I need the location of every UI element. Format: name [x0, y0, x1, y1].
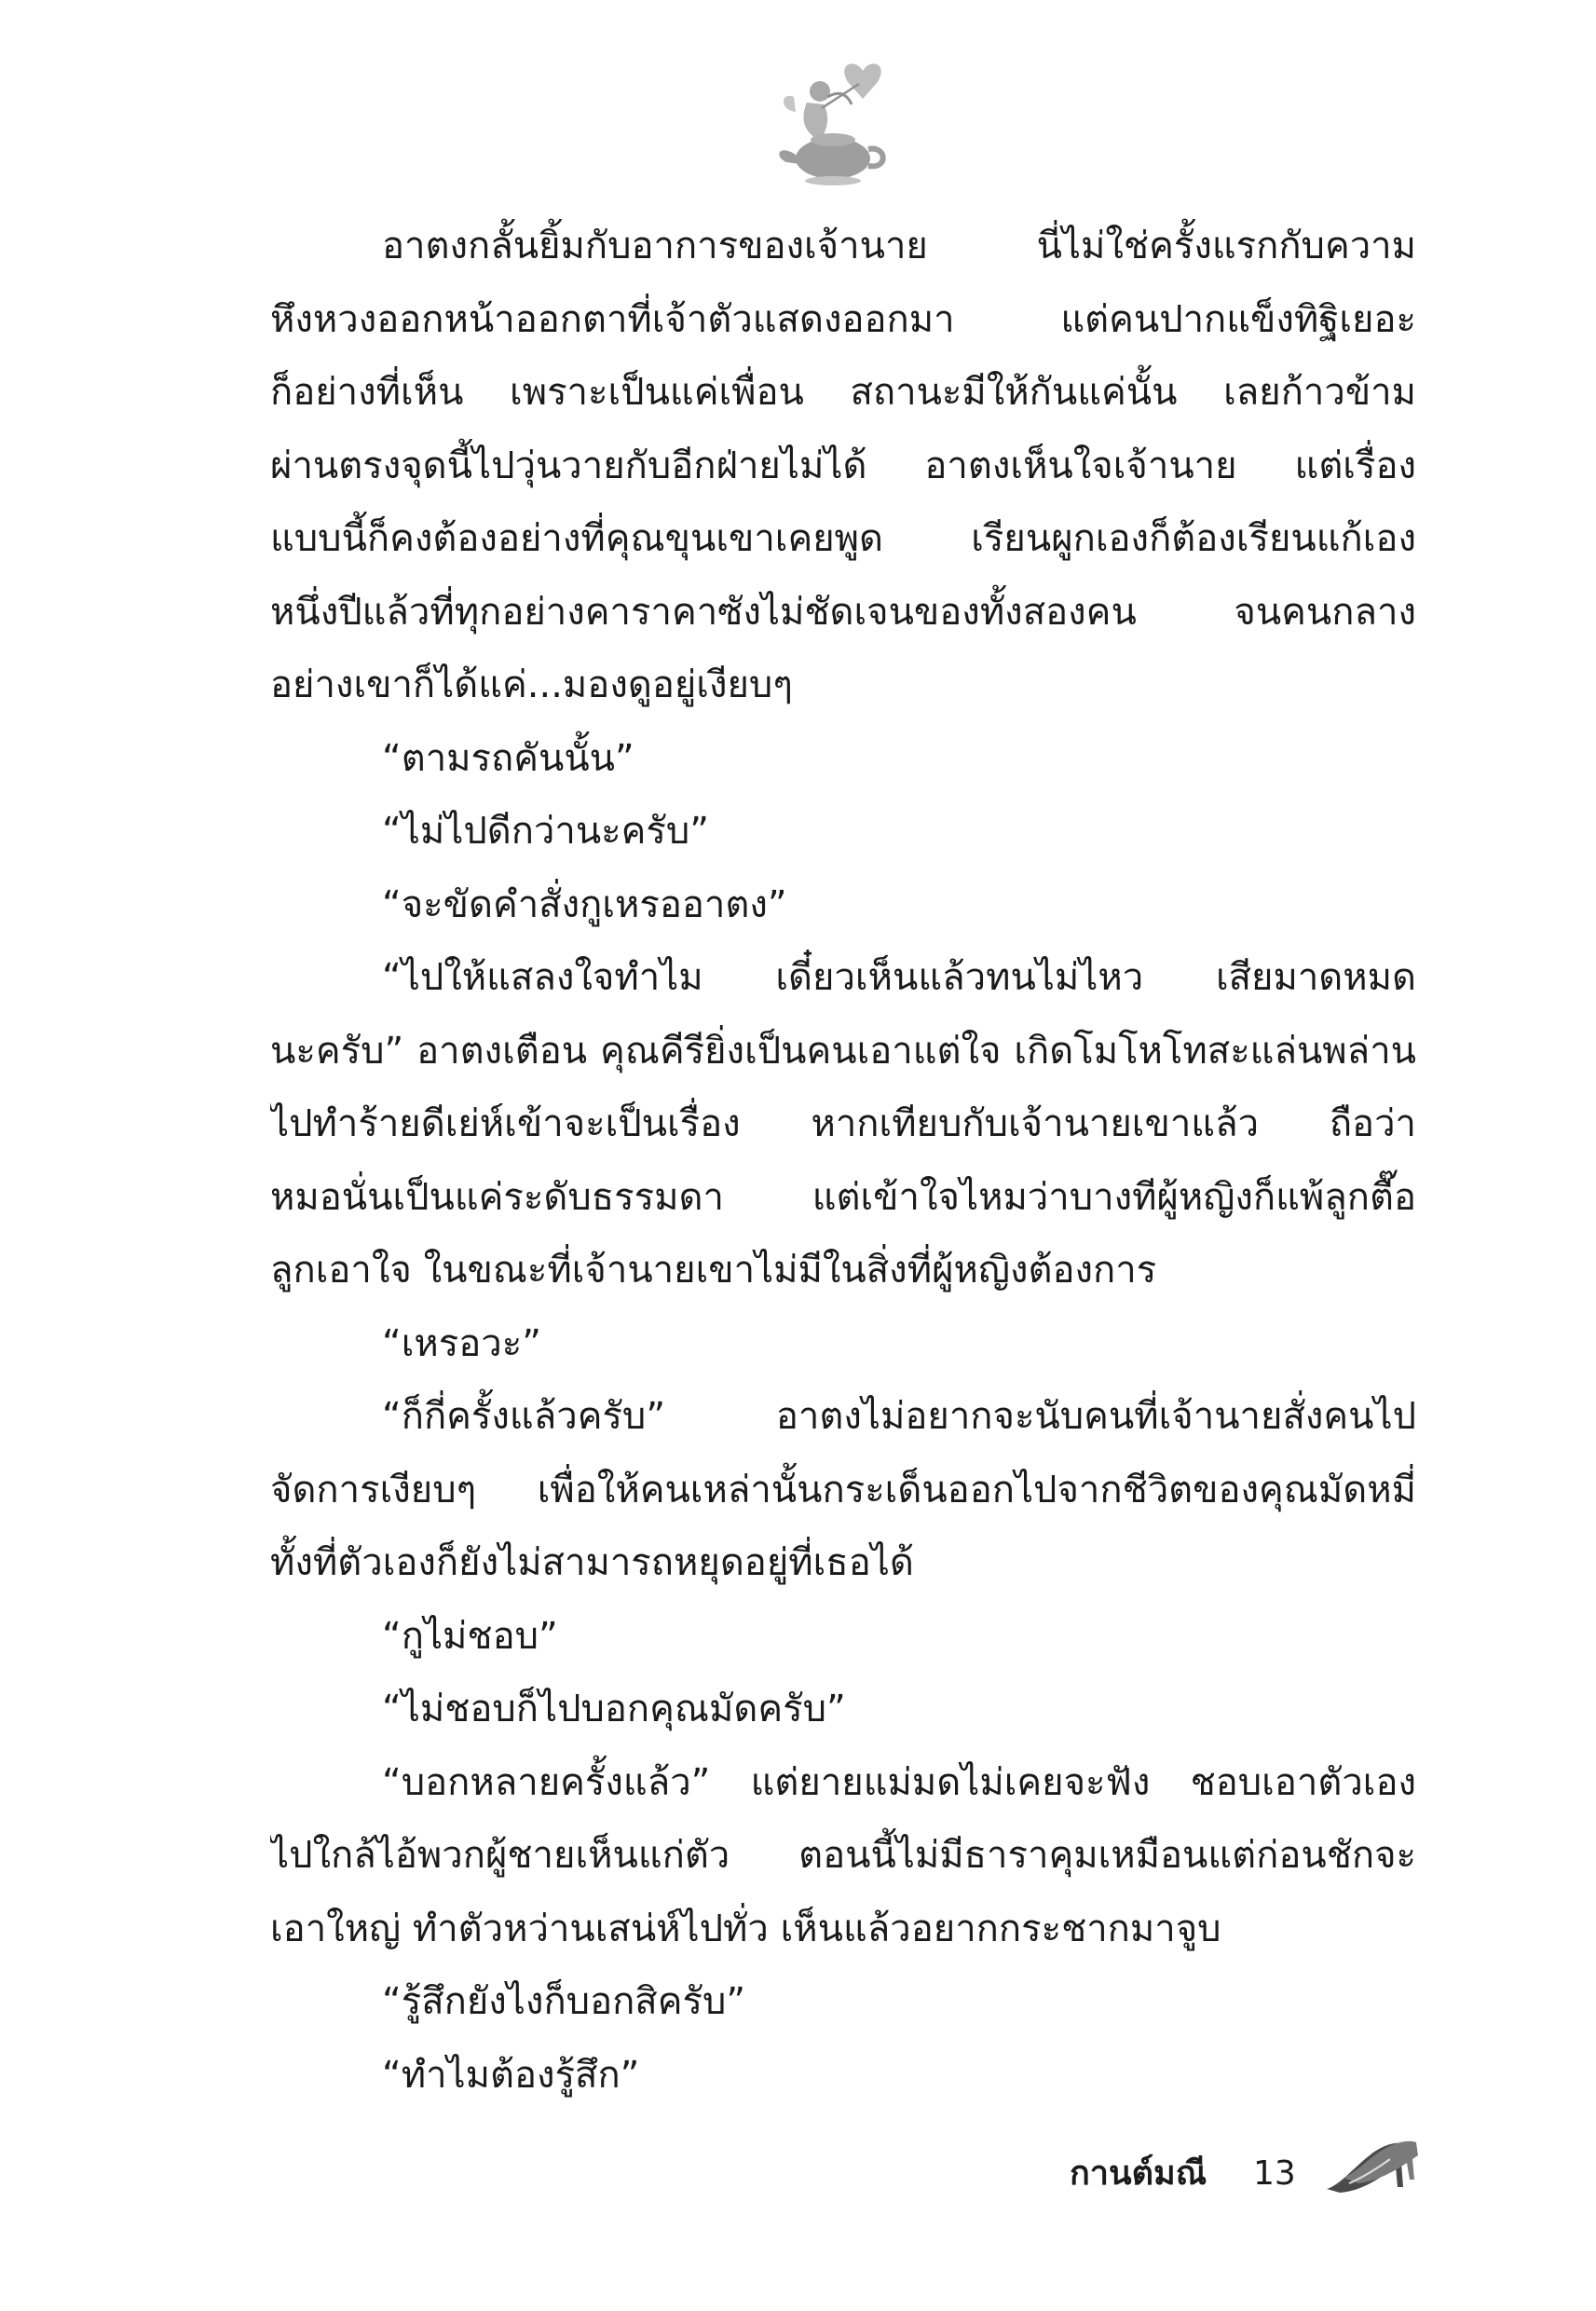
text-line: “ไปให้แสลงใจทำไม เดี๋ยวเห็นแล้วทนไม่ไหว เสียมาดหมด — [382, 956, 1416, 999]
story-text — [270, 210, 1416, 2112]
text-line: ผ่านตรงจุดนี้ไปวุ่นวายกับอีกฝ่ายไม่ได้ อาตงเห็นใจเจ้านาย แต่เรื่อง — [270, 444, 1416, 487]
page-number: 13 — [1253, 2154, 1296, 2193]
text-line: หมอนั่นเป็นแค่ระดับธรรมดา แต่เข้าใจไหมว่าบางทีผู้หญิงก็แพ้ลูกตื๊อ — [270, 1175, 1416, 1219]
dialogue-line: “จะขัดคำสั่งกูเหรออาตง” — [382, 882, 787, 926]
high-heel-shoes-icon — [1321, 2131, 1424, 2198]
text-line: “ก็กี่ครั้งแล้วครับ” อาตงไม่อยากจะนับคนที่เจ้านายสั่งคนไป — [382, 1395, 1416, 1438]
text-line: ไปทำร้ายดีเย่ห์เข้าจะเป็นเรื่อง หากเทียบกับเจ้านายเขาแล้ว ถือว่า — [270, 1102, 1416, 1145]
dialogue-line: “เหรอวะ” — [382, 1321, 541, 1365]
dialogue-line: “ตามรถคันนั้น” — [382, 736, 634, 780]
text-line: นะครับ” อาตงเตือน คุณคีรียิ่งเป็นคนเอาแต่ใจ เกิดโมโหโทสะแล่นพล่าน — [270, 1029, 1416, 1073]
text-line: “บอกหลายครั้งแล้ว” แต่ยายแม่มดไม่เคยจะฟัง ชอบเอาตัวเอง — [382, 1760, 1416, 1804]
dialogue-line: “ทำไมต้องรู้สึก” — [382, 2053, 640, 2097]
text-line: ก็อย่างที่เห็น เพราะเป็นแค่เพื่อน สถานะมีให้กันแค่นั้น เลยก้าวข้าม — [270, 371, 1416, 414]
text-line: อย่างเขาก็ได้แค่...มองดูอยู่เงียบๆ — [270, 663, 793, 706]
text-line: อาตงกลั้นยิ้มกับอาการของเจ้านาย นี่ไม่ใช่ครั้งแรกกับความ — [382, 225, 1416, 267]
cupid-teapot-ornament-icon — [762, 54, 902, 194]
dialogue-line: “กูไม่ชอบ” — [382, 1614, 558, 1658]
text-line: จัดการเงียบๆ เพื่อให้คนเหล่านั้นกระเด็นออกไปจากชีวิตของคุณมัดหมี่ — [270, 1468, 1416, 1511]
text-line: ทั้งที่ตัวเองก็ยังไม่สามารถหยุดอยู่ที่เธอได้ — [270, 1541, 914, 1584]
dialogue-line: “รู้สึกยังไงก็บอกสิครับ” — [382, 1980, 746, 2023]
text-line: ลูกเอาใจ ในขณะที่เจ้านายเขาไม่มีในสิ่งที่ผู้หญิงต้องการ — [270, 1249, 1157, 1292]
author-name: กานต์มณี — [1070, 2154, 1207, 2193]
text-line: ไปใกล้ไอ้พวกผู้ชายเห็นแก่ตัว ตอนนี้ไม่มีธาราคุมเหมือนแต่ก่อนชักจะ — [270, 1834, 1416, 1877]
text-line: หึงหวงออกหน้าออกตาที่เจ้าตัวแสดงออกมา แต่คนปากแข็งทิฐิเยอะ — [270, 297, 1416, 341]
text-line: แบบนี้ก็คงต้องอย่างที่คุณขุนเขาเคยพูด เรียนผูกเองก็ต้องเรียนแก้เอง — [270, 517, 1416, 560]
dialogue-line: “ไม่ไปดีกว่านะครับ” — [382, 810, 710, 853]
text-line: เอาใหญ่ ทำตัวหว่านเสน่ห์ไปทั่ว เห็นแล้วอยากกระชากมาจูบ — [270, 1907, 1221, 1950]
text-line: หนึ่งปีแล้วที่ทุกอย่างคาราคาซังไม่ชัดเจนของทั้งสองคน จนคนกลาง — [270, 590, 1416, 634]
dialogue-line: “ไม่ชอบก็ไปบอกคุณมัดครับ” — [382, 1688, 846, 1730]
